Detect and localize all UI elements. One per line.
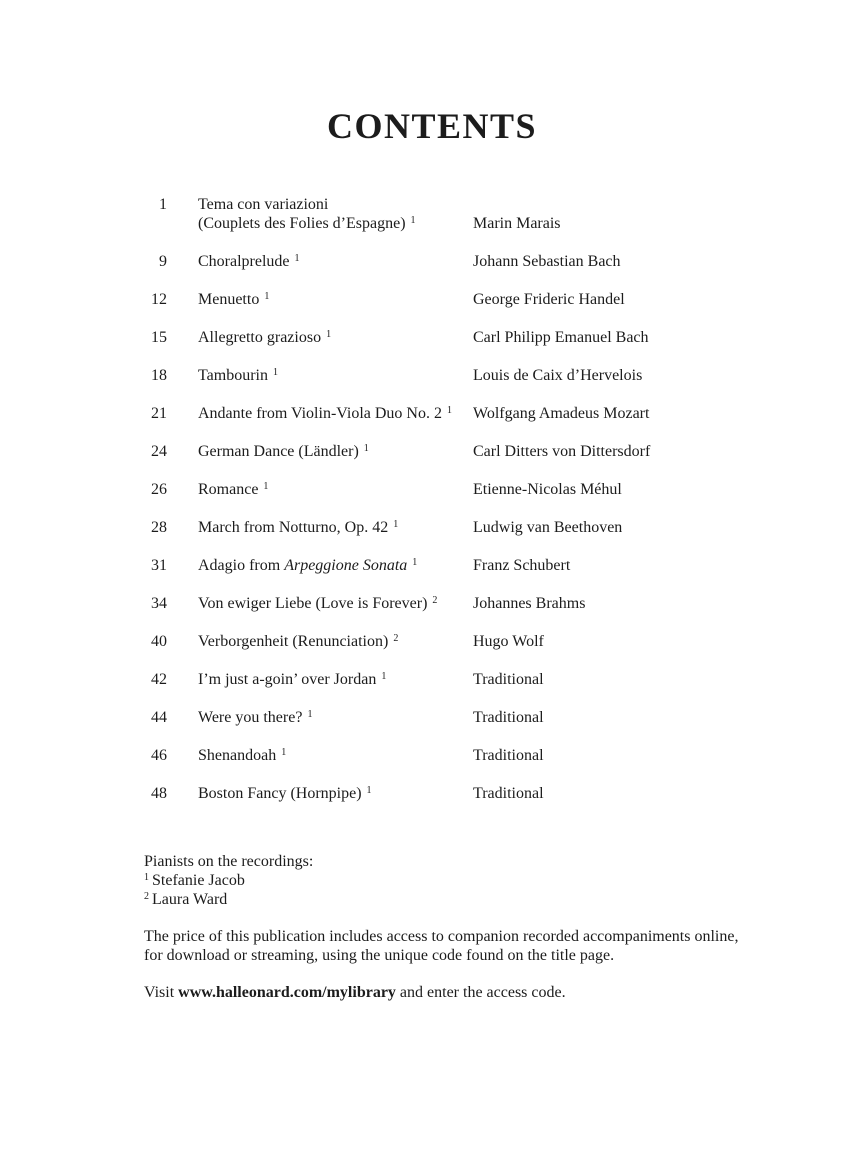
toc-page-number: 46 bbox=[151, 747, 167, 764]
toc-page-number: 1 bbox=[159, 196, 167, 213]
toc-title-line bbox=[198, 366, 473, 385]
visit-note bbox=[144, 983, 566, 1002]
toc-composer: Hugo Wolf bbox=[473, 633, 544, 650]
toc-row bbox=[122, 708, 650, 727]
toc-row bbox=[122, 632, 650, 651]
recording-pianists-note bbox=[144, 852, 313, 909]
toc-title bbox=[198, 670, 473, 689]
toc-composer: Wolfgang Amadeus Mozart bbox=[473, 405, 650, 422]
footnote-marker: 1 bbox=[281, 747, 287, 758]
toc-title bbox=[198, 366, 473, 385]
footnote-marker: 1 bbox=[326, 329, 332, 340]
toc-row bbox=[122, 670, 650, 689]
toc-title bbox=[198, 556, 473, 575]
toc-title-line bbox=[198, 746, 473, 765]
toc-title-line bbox=[198, 328, 473, 347]
footnote-marker: 1 bbox=[363, 443, 369, 454]
toc-page-number: 44 bbox=[151, 709, 167, 726]
toc-page-number: 28 bbox=[151, 519, 167, 536]
toc-page-number: 31 bbox=[151, 557, 167, 574]
visit-note-prefix: Visit bbox=[144, 984, 179, 1001]
toc-row bbox=[122, 784, 650, 803]
toc-composer: Marin Marais bbox=[473, 215, 561, 232]
toc-title-text: Shenandoah bbox=[198, 747, 277, 764]
toc-title bbox=[198, 290, 473, 309]
toc-composer: Franz Schubert bbox=[473, 557, 571, 574]
toc-title-text: Choralprelude bbox=[198, 253, 290, 270]
toc-title-text: Andante from Violin-Viola Duo No. 2 bbox=[198, 405, 442, 422]
toc-title bbox=[198, 404, 473, 423]
toc-row bbox=[122, 366, 650, 385]
toc-composer: Louis de Caix d’Hervelois bbox=[473, 367, 643, 384]
toc-title-text: Tambourin bbox=[198, 367, 268, 384]
toc-row bbox=[122, 480, 650, 499]
toc-title bbox=[198, 594, 473, 613]
toc-row bbox=[122, 328, 650, 347]
footnote-marker: 2 bbox=[144, 891, 149, 902]
toc-title-line bbox=[198, 556, 473, 575]
toc-page-number: 15 bbox=[151, 329, 167, 346]
toc-row bbox=[122, 594, 650, 613]
toc-title-line bbox=[198, 632, 473, 651]
toc-row bbox=[122, 556, 650, 575]
toc-page-number: 24 bbox=[151, 443, 167, 460]
toc-page-number: 48 bbox=[151, 785, 167, 802]
toc-title bbox=[198, 480, 473, 499]
footnote-marker: 2 bbox=[393, 633, 399, 644]
footnote-marker: 1 bbox=[294, 253, 300, 264]
toc-composer: Carl Philipp Emanuel Bach bbox=[473, 329, 649, 346]
footnote-marker: 1 bbox=[307, 709, 313, 720]
toc-title-line bbox=[198, 518, 473, 537]
toc-title-line bbox=[198, 214, 473, 233]
toc-page-number: 9 bbox=[159, 253, 167, 270]
footnote-items bbox=[144, 871, 313, 909]
footnote-marker: 1 bbox=[272, 367, 278, 378]
toc-row bbox=[122, 252, 650, 271]
toc-title-text: German Dance (Ländler) bbox=[198, 443, 359, 460]
toc-composer: George Frideric Handel bbox=[473, 291, 625, 308]
toc-title-text: Boston Fancy (Hornpipe) bbox=[198, 785, 362, 802]
toc-title-line bbox=[198, 480, 473, 499]
toc-title-text: Verborgenheit (Renunciation) bbox=[198, 633, 389, 650]
toc-row bbox=[122, 746, 650, 765]
footnote-item bbox=[144, 890, 313, 909]
toc-page-number: 34 bbox=[151, 595, 167, 612]
toc-composer: Traditional bbox=[473, 747, 544, 764]
access-note-line-2: for download or streaming, using the unique code found on the title page. bbox=[144, 946, 615, 964]
toc-title-line bbox=[198, 708, 473, 727]
toc-title bbox=[198, 784, 473, 803]
footnote-marker: 1 bbox=[446, 405, 452, 416]
visit-note-suffix: and enter the access code. bbox=[395, 984, 566, 1001]
footnote-marker: 1 bbox=[393, 519, 399, 530]
toc-title-text: Tema con variazioni bbox=[198, 196, 329, 213]
footnote-marker: 1 bbox=[410, 215, 416, 226]
toc-composer: Traditional bbox=[473, 785, 544, 802]
toc-list bbox=[122, 195, 650, 822]
toc-title-text: Were you there? bbox=[198, 709, 303, 726]
toc-composer: Traditional bbox=[473, 671, 544, 688]
page-title: CONTENTS bbox=[326, 106, 538, 146]
toc-title-text: March from Notturno, Op. 42 bbox=[198, 519, 389, 536]
visit-note-url: www.halleonard.com/mylibrary bbox=[178, 984, 396, 1001]
footnote-pianist-name: Stefanie Jacob bbox=[152, 872, 245, 889]
toc-title-line bbox=[198, 290, 473, 309]
footnote-marker: 1 bbox=[412, 557, 418, 568]
toc-title-text: Allegretto grazioso bbox=[198, 329, 322, 346]
toc-composer: Etienne-Nicolas Méhul bbox=[473, 481, 622, 498]
footnote-marker: 1 bbox=[264, 291, 270, 302]
toc-title-text: Von ewiger Liebe (Love is Forever) bbox=[198, 595, 428, 612]
toc-title-text: (Couplets des Folies d’Espagne) bbox=[198, 215, 406, 232]
toc-row bbox=[122, 195, 650, 233]
toc-title-line bbox=[198, 594, 473, 613]
toc-title-text: Adagio from bbox=[198, 557, 285, 574]
footnote-marker: 1 bbox=[263, 481, 269, 492]
toc-page-number: 21 bbox=[151, 405, 167, 422]
toc-row bbox=[122, 518, 650, 537]
toc-composer: Johannes Brahms bbox=[473, 595, 586, 612]
access-note bbox=[144, 928, 738, 965]
toc-page-number: 12 bbox=[151, 291, 167, 308]
toc-row bbox=[122, 442, 650, 461]
access-note-line-1: The price of this publication includes access to companion recorded accompaniments online, bbox=[144, 928, 739, 945]
toc-page-number: 42 bbox=[151, 671, 167, 688]
toc-composer: Ludwig van Beethoven bbox=[473, 519, 623, 536]
toc-title-line bbox=[198, 670, 473, 689]
toc-title-line bbox=[198, 784, 473, 803]
toc-title-text: Romance bbox=[198, 481, 259, 498]
toc-title bbox=[198, 195, 473, 233]
toc-title-text: Menuetto bbox=[198, 291, 260, 308]
toc-title bbox=[198, 252, 473, 271]
toc-title bbox=[198, 746, 473, 765]
toc-composer: Traditional bbox=[473, 709, 544, 726]
footnote-marker: 1 bbox=[366, 785, 372, 796]
footnote-marker: 1 bbox=[381, 671, 387, 682]
toc-row bbox=[122, 404, 650, 423]
toc-title bbox=[198, 328, 473, 347]
toc-title bbox=[198, 632, 473, 651]
footnote-pianist-name: Laura Ward bbox=[152, 891, 228, 908]
toc-page-number: 40 bbox=[151, 633, 167, 650]
toc-page-number: 18 bbox=[151, 367, 167, 384]
toc-composer: Johann Sebastian Bach bbox=[473, 253, 621, 270]
toc-title bbox=[198, 518, 473, 537]
footnote-marker: 2 bbox=[432, 595, 438, 606]
toc-title-text: I’m just a-goin’ over Jordan bbox=[198, 671, 377, 688]
footnotes-heading: Pianists on the recordings: bbox=[144, 853, 314, 870]
toc-page-number: 26 bbox=[151, 481, 167, 498]
toc-title-line bbox=[198, 252, 473, 271]
toc-title bbox=[198, 708, 473, 727]
toc-row bbox=[122, 290, 650, 309]
toc-composer: Carl Ditters von Dittersdorf bbox=[473, 443, 651, 460]
footnote-item bbox=[144, 871, 313, 890]
footnote-marker: 1 bbox=[144, 872, 149, 883]
toc-title-line bbox=[198, 442, 473, 461]
toc-title bbox=[198, 442, 473, 461]
toc-title-line bbox=[198, 195, 473, 214]
toc-title-line bbox=[198, 404, 473, 423]
toc-title-text: Arpeggione Sonata bbox=[284, 557, 408, 574]
